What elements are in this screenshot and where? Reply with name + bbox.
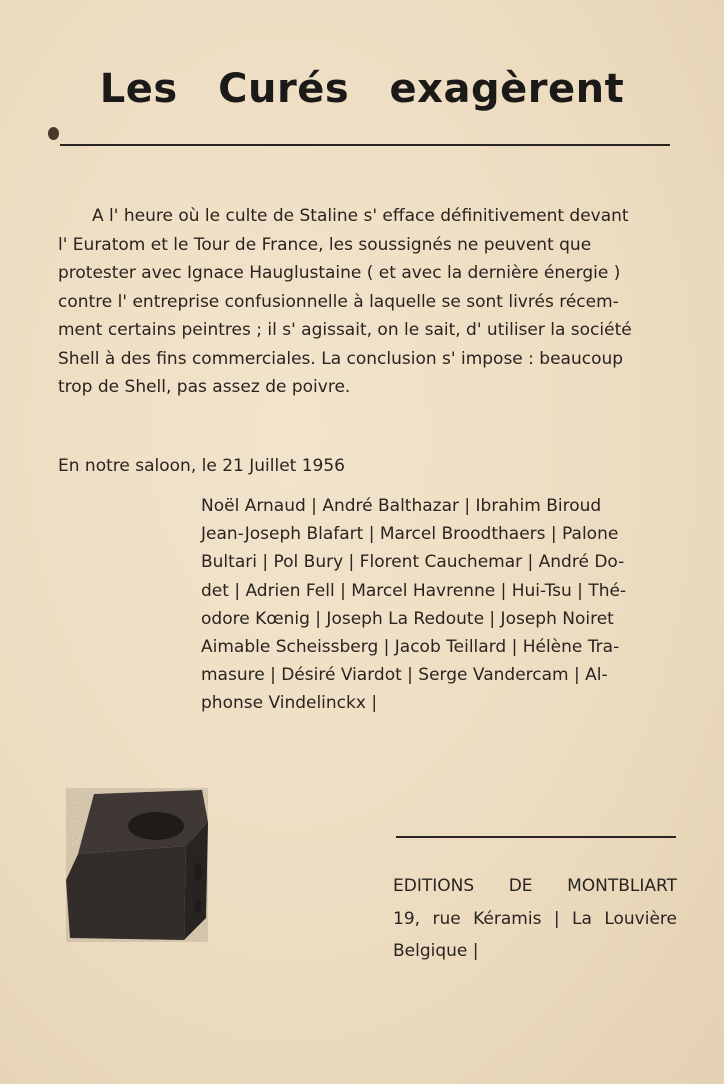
paragraph-line: trop de Shell, pas assez de poivre. xyxy=(58,377,351,397)
signatory-line: odore Kœnig | Joseph La Redoute | Joseph Noiret xyxy=(201,608,614,629)
title-rule xyxy=(60,144,670,146)
paragraph-line: A l' heure où le culte de Staline s' efface définitivement devant xyxy=(92,206,629,226)
signatory-line: phonse Vindelinckx | xyxy=(201,693,378,714)
signatory-line: masure | Désiré Viardot | Serge Vandercam | Al- xyxy=(201,665,608,686)
paragraph-line: ment certains peintres ; il s' agissait, on le sait, d' utiliser la société xyxy=(58,320,632,340)
signatory-line: det | Adrien Fell | Marcel Havrenne | Hui-Tsu | Thé- xyxy=(201,580,627,601)
printed-block-image xyxy=(66,788,208,942)
paragraph-line: protester avec Ignace Hauglustaine ( et avec la dernière énergie ) xyxy=(58,263,621,283)
signatory-line: Jean-Joseph Blafart | Marcel Broodthaers | Palone xyxy=(201,524,619,545)
signatory-line: Aimable Scheissberg | Jacob Teillard | Hélène Tra- xyxy=(201,637,620,658)
signatory-line: Noël Arnaud | André Balthazar | Ibrahim Biroud xyxy=(201,496,602,516)
publisher-address: 19, rue Kéramis | La Louvière xyxy=(393,908,677,929)
paragraph-line: Shell à des fins commerciales. La conclusion s' impose : beaucoup xyxy=(58,348,624,369)
dateline: En notre saloon, le 21 Juillet 1956 xyxy=(58,456,345,476)
manifesto-paragraph xyxy=(58,202,674,402)
signatory-line: Bultari | Pol Bury | Florent Cauchemar | André Do- xyxy=(201,552,625,573)
paragraph-line: l' Euratom et le Tour de France, les soussignés ne peuvent que xyxy=(58,234,592,255)
publisher-block xyxy=(393,870,677,968)
publisher-name: EDITIONS DE MONTBLIART xyxy=(393,876,677,896)
signatories-list xyxy=(201,492,675,718)
page-title: Les Curés exagèrent xyxy=(99,66,625,112)
punch-hole xyxy=(48,127,59,140)
publisher-country: Belgique | xyxy=(393,941,479,961)
publisher-rule xyxy=(396,836,676,838)
paragraph-line: contre l' entreprise confusionnelle à laquelle se sont livrés récem- xyxy=(58,291,619,312)
